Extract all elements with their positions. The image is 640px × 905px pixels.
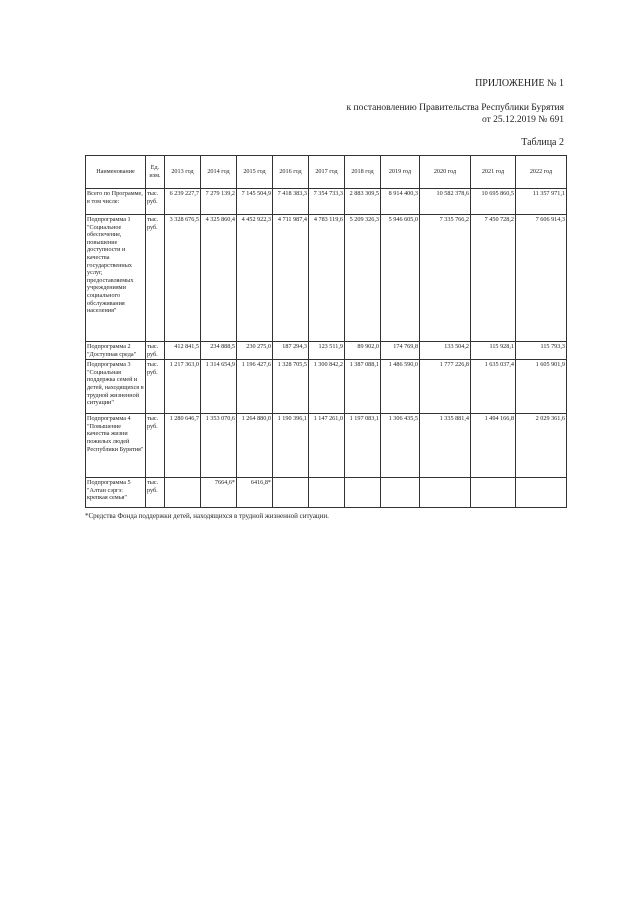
value-cell: 115 793,3 <box>516 342 567 360</box>
value-cell: 1 605 901,9 <box>516 360 567 414</box>
value-cell: 3 328 676,5 <box>165 215 201 342</box>
value-cell <box>516 478 567 508</box>
value-cell: 2 883 309,5 <box>345 189 381 215</box>
value-cell: 7 450 728,2 <box>471 215 516 342</box>
program-funding-table <box>85 155 567 508</box>
row-unit: тыс. руб. <box>146 215 165 342</box>
table-row <box>86 342 567 360</box>
value-cell: 4 325 860,4 <box>201 215 237 342</box>
value-cell <box>420 478 471 508</box>
value-cell: 2 029 361,6 <box>516 414 567 478</box>
table-header-row <box>86 156 567 189</box>
value-cell: 7664,6* <box>201 478 237 508</box>
value-cell: 7 606 914,3 <box>516 215 567 342</box>
column-header: Ед. изм. <box>146 156 165 189</box>
row-name: Подпрограмма 5 "Алтан сэргэ: крепкая семья" <box>86 478 146 508</box>
value-cell: 1 328 705,5 <box>273 360 309 414</box>
value-cell: 7 335 766,2 <box>420 215 471 342</box>
value-cell: 1 494 166,8 <box>471 414 516 478</box>
value-cell: 4 452 922,3 <box>237 215 273 342</box>
value-cell: 234 888,5 <box>201 342 237 360</box>
column-header: 2019 год <box>381 156 420 189</box>
value-cell: 11 357 971,1 <box>516 189 567 215</box>
row-unit: тыс. руб. <box>146 414 165 478</box>
value-cell: 1 264 880,0 <box>237 414 273 478</box>
value-cell: 6 239 227,7 <box>165 189 201 215</box>
value-cell <box>165 478 201 508</box>
column-header: 2016 год <box>273 156 309 189</box>
value-cell: 1 777 226,8 <box>420 360 471 414</box>
column-header: 2013 год <box>165 156 201 189</box>
value-cell <box>273 478 309 508</box>
value-cell: 187 294,3 <box>273 342 309 360</box>
table-row <box>86 414 567 478</box>
value-cell: 1 353 070,6 <box>201 414 237 478</box>
column-header: 2022 год <box>516 156 567 189</box>
value-cell: 1 387 088,1 <box>345 360 381 414</box>
column-header: 2021 год <box>471 156 516 189</box>
value-cell: 1 196 427,6 <box>237 360 273 414</box>
value-cell: 5 209 326,3 <box>345 215 381 342</box>
value-cell: 412 841,5 <box>165 342 201 360</box>
value-cell <box>471 478 516 508</box>
value-cell: 7 145 504,9 <box>237 189 273 215</box>
value-cell: 230 275,0 <box>237 342 273 360</box>
value-cell: 1 197 083,1 <box>345 414 381 478</box>
row-unit: тыс. руб. <box>146 342 165 360</box>
appendix-title: ПРИЛОЖЕНИЕ № 1 <box>475 78 564 89</box>
table-row <box>86 189 567 215</box>
row-name: Всего по Программе, в том числе: <box>86 189 146 215</box>
table-row <box>86 360 567 414</box>
row-name: Подпрограмма 2 "Доступная среда" <box>86 342 146 360</box>
value-cell: 10 695 860,5 <box>471 189 516 215</box>
value-cell: 1 335 881,4 <box>420 414 471 478</box>
row-name: Подпрограмма 1 "Социальное обеспечение, повышение доступности и качества государственных услуг, предоставляемых учреждениями социального обслуживания населения" <box>86 215 146 342</box>
value-cell <box>309 478 345 508</box>
value-cell: 5 946 605,0 <box>381 215 420 342</box>
value-cell: 174 769,8 <box>381 342 420 360</box>
column-header: 2017 год <box>309 156 345 189</box>
decree-line-2: от 25.12.2019 № 691 <box>482 115 564 125</box>
value-cell: 115 928,1 <box>471 342 516 360</box>
value-cell: 7 279 139,2 <box>201 189 237 215</box>
row-unit: тыс. руб. <box>146 360 165 414</box>
row-unit: тыс. руб. <box>146 189 165 215</box>
value-cell: 10 582 378,6 <box>420 189 471 215</box>
value-cell: 1 217 363,0 <box>165 360 201 414</box>
value-cell: 7 354 733,3 <box>309 189 345 215</box>
column-header: 2020 год <box>420 156 471 189</box>
row-name: Подпрограмма 3 "Социальная поддержка семей и детей, находящихся в трудной жизненной ситуации" <box>86 360 146 414</box>
row-unit: тыс. руб. <box>146 478 165 508</box>
table-label: Таблица 2 <box>521 137 564 148</box>
value-cell: 89 902,0 <box>345 342 381 360</box>
value-cell: 1 300 842,2 <box>309 360 345 414</box>
value-cell <box>381 478 420 508</box>
value-cell: 7 418 383,3 <box>273 189 309 215</box>
table-row <box>86 478 567 508</box>
decree-line-1: к постановлению Правительства Республики Бурятия <box>346 103 564 113</box>
value-cell: 1 635 037,4 <box>471 360 516 414</box>
table-row <box>86 215 567 342</box>
column-header: 2014 год <box>201 156 237 189</box>
value-cell: 1 190 396,1 <box>273 414 309 478</box>
value-cell: 1 306 435,5 <box>381 414 420 478</box>
column-header: 2018 год <box>345 156 381 189</box>
value-cell: 4 711 987,4 <box>273 215 309 342</box>
value-cell: 133 504,2 <box>420 342 471 360</box>
column-header: Наименование <box>86 156 146 189</box>
value-cell: 1 147 261,0 <box>309 414 345 478</box>
value-cell: 1 280 646,7 <box>165 414 201 478</box>
column-header: 2015 год <box>237 156 273 189</box>
value-cell: 6416,8* <box>237 478 273 508</box>
value-cell: 4 783 119,6 <box>309 215 345 342</box>
value-cell: 123 511,9 <box>309 342 345 360</box>
value-cell: 1 314 654,9 <box>201 360 237 414</box>
value-cell: 8 914 400,3 <box>381 189 420 215</box>
footnote: *Средства Фонда поддержки детей, находящихся в трудной жизненной ситуации. <box>85 512 329 520</box>
value-cell: 1 486 590,0 <box>381 360 420 414</box>
row-name: Подпрограмма 4 "Повышение качества жизни пожилых людей Республики Бурятия" <box>86 414 146 478</box>
value-cell <box>345 478 381 508</box>
